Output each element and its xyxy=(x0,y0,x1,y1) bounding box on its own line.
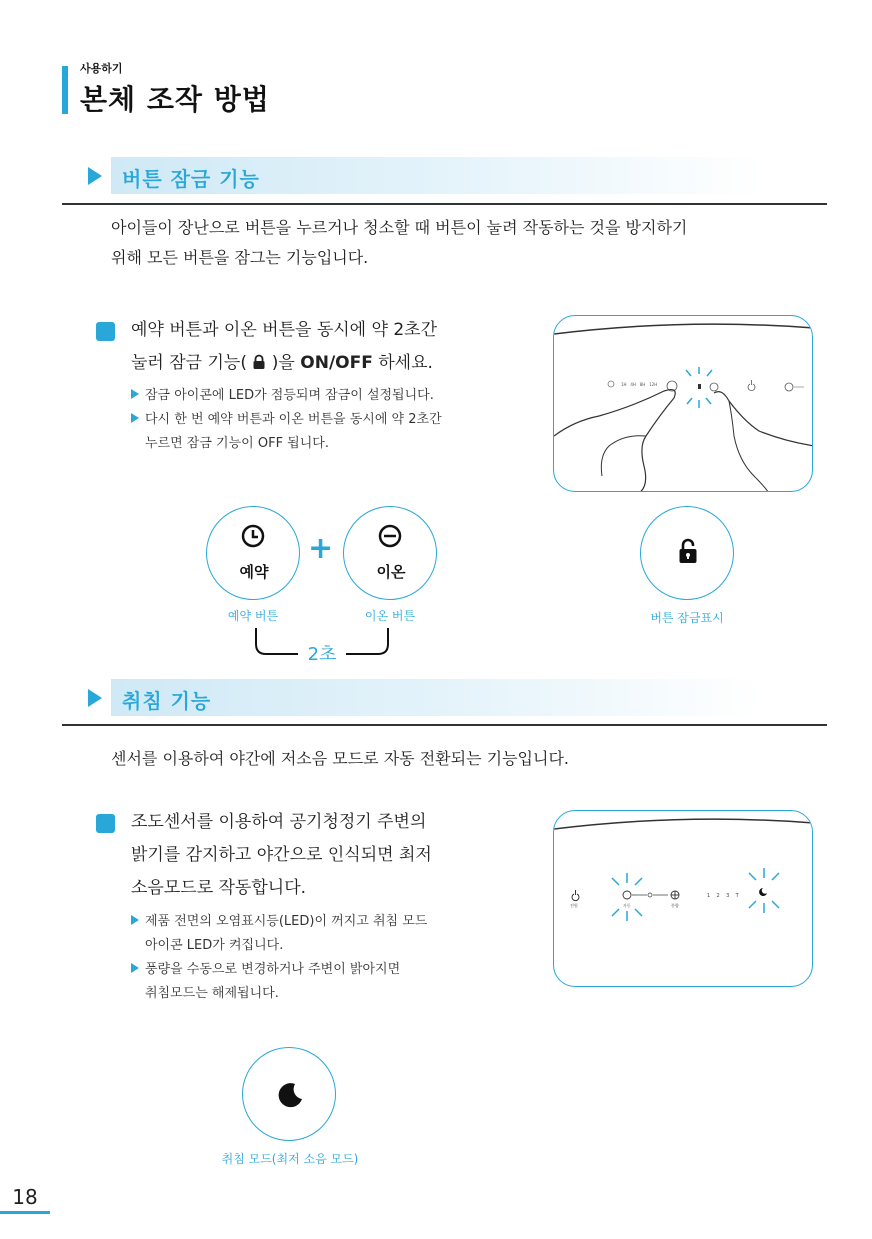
sleep-step xyxy=(131,806,531,905)
bullet-item: 풍량을 수동으로 변경하거나 주변이 밝아지면 xyxy=(131,958,531,982)
header-category: 사용하기 xyxy=(80,62,123,75)
lock-step-line: 눌러 잠금 기능( )을 ON/OFF 하세요. xyxy=(131,347,551,382)
bullet-item: 제품 전면의 오염표시등(LED)이 꺼지고 취침 모드 xyxy=(131,910,531,934)
sleep-step-line: 소음모드로 작동합니다. xyxy=(131,878,307,898)
duration-label: 2초 xyxy=(307,644,337,665)
bullet-item: 잠금 아이콘에 LED가 점등되며 잠금이 설정됩니다. xyxy=(131,384,531,408)
caption-sleep: 취침 모드(최저 소음 모드) xyxy=(221,1152,359,1166)
lock-step xyxy=(131,314,551,382)
plus-sign: + xyxy=(308,531,334,566)
lock-intro xyxy=(111,213,811,273)
bullet-item-cont: 취침모드는 해제됩니다. xyxy=(145,986,279,1001)
reserve-button-label: 예약 xyxy=(239,563,269,581)
bullet-item: 다시 한 번 예약 버튼과 이온 버튼을 동시에 약 2초간 xyxy=(131,408,531,432)
clock-icon xyxy=(240,523,266,553)
sleep-step-line: 밝기를 감지하고 야간으로 인식되면 최저 xyxy=(131,845,432,865)
lock-bullets xyxy=(131,384,531,456)
section-rule xyxy=(62,724,827,726)
lock-intro-line: 위해 모든 버튼을 잠그는 기능입니다. xyxy=(111,248,369,267)
section-arrow-icon xyxy=(88,167,102,185)
section-arrow-icon xyxy=(88,689,102,707)
caption-lock: 버튼 잠금표시 xyxy=(650,611,724,625)
lock-indicator-circle xyxy=(640,506,734,600)
lock-icon xyxy=(678,538,698,568)
page-number: 18 xyxy=(12,1185,38,1209)
page-number-underline xyxy=(0,1211,50,1214)
sleep-bullets xyxy=(131,910,531,1006)
ion-button-circle xyxy=(343,506,437,600)
caption-reserve: 예약 버튼 xyxy=(227,609,279,623)
lock-intro-line: 아이들이 장난으로 버튼을 누르거나 청소할 때 버튼이 눌려 작동하는 것을 방지하기 xyxy=(111,218,688,237)
ion-button-label: 이온 xyxy=(376,563,406,581)
bullet-item-cont: 아이콘 LED가 켜집니다. xyxy=(145,938,284,953)
bullet-item-cont: 누르면 잠금 기능이 OFF 됩니다. xyxy=(145,436,329,451)
lock-inline-icon xyxy=(252,349,266,382)
header-accent-bar xyxy=(62,66,68,114)
svg-text:자동: 자동 xyxy=(623,903,631,908)
caption-ion: 이온 버튼 xyxy=(364,609,416,623)
panel-levels: 1 2 3 T xyxy=(707,893,739,899)
panel-timer-labels: 1H 4H 8H 12H xyxy=(621,382,658,387)
panel-power-label: 전원 xyxy=(570,903,578,908)
lock-panel-illustration xyxy=(553,315,813,492)
sleep-mode-circle xyxy=(242,1047,336,1141)
sleep-intro: 센서를 이용하여 야간에 저소음 모드로 자동 전환되는 기능입니다. xyxy=(111,749,570,768)
step-marker xyxy=(96,814,115,833)
page-title: 본체 조작 방법 xyxy=(80,83,270,116)
section-rule xyxy=(62,203,827,205)
moon-icon xyxy=(275,1080,305,1114)
step-marker xyxy=(96,322,115,341)
lock-step-line: 예약 버튼과 이온 버튼을 동시에 약 2초간 xyxy=(131,320,437,340)
svg-text:풍량: 풍량 xyxy=(671,903,679,908)
sleep-panel-illustration xyxy=(553,810,813,987)
reserve-button-circle xyxy=(206,506,300,600)
section-title-sleep: 취침 기능 xyxy=(122,689,212,713)
minus-circle-icon xyxy=(377,523,403,553)
section-title-lock: 버튼 잠금 기능 xyxy=(122,167,260,191)
sleep-step-line: 조도센서를 이용하여 공기청정기 주변의 xyxy=(131,812,427,832)
